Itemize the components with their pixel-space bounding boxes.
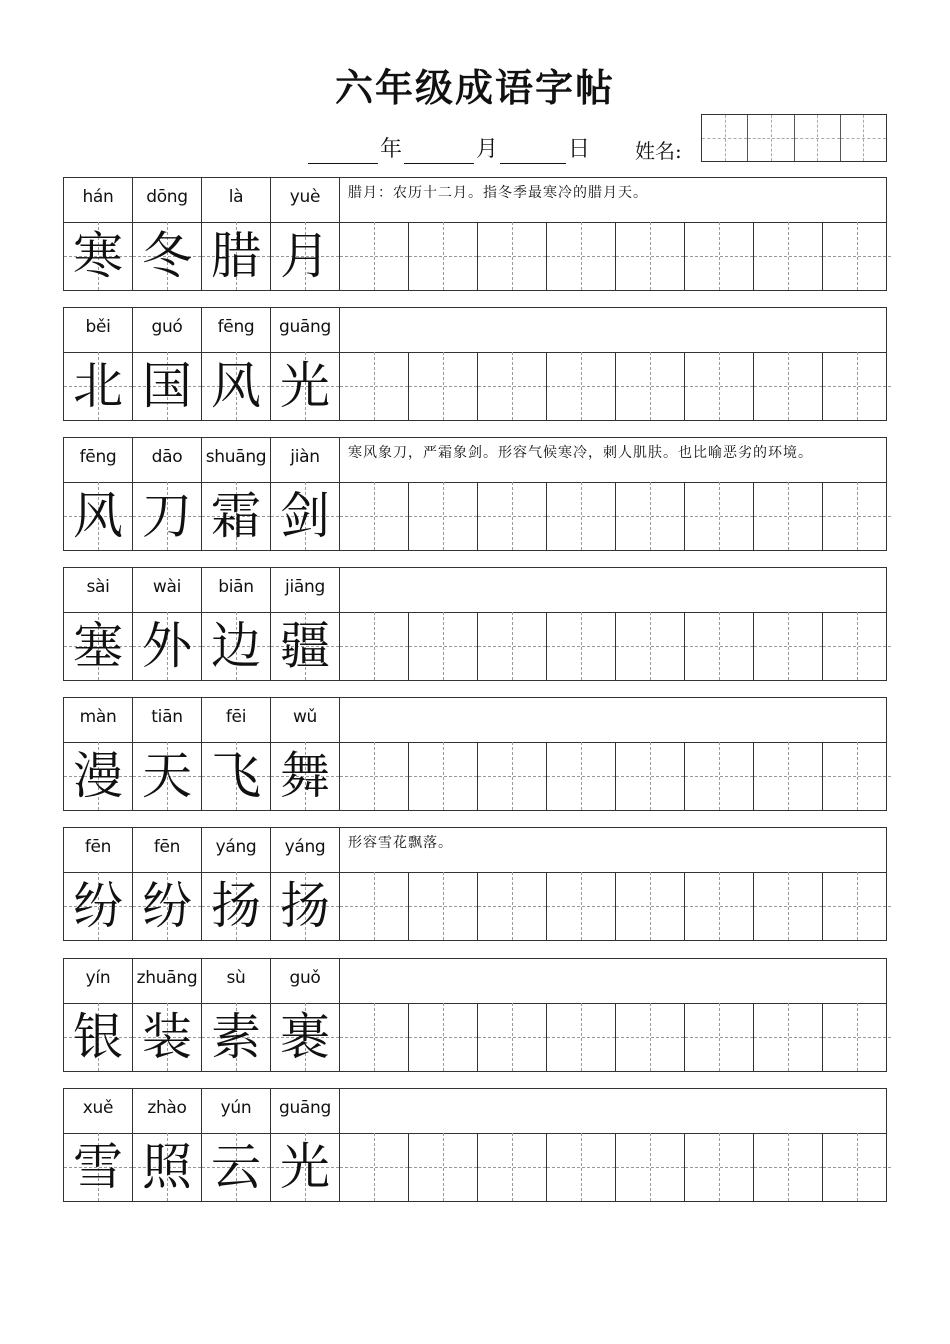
pinyin-row: [64, 178, 886, 223]
model-character-cell: [64, 1133, 133, 1201]
model-character-cell: [271, 222, 340, 290]
idiom-block: [63, 827, 887, 941]
model-character: 刀: [142, 487, 192, 545]
model-character: 裹: [280, 1008, 330, 1066]
model-character: 塞: [73, 617, 123, 675]
model-character: 银: [73, 1008, 123, 1066]
pinyin-cell: xuě: [64, 1089, 133, 1133]
month-label: 月: [476, 137, 499, 162]
date-line: [308, 128, 592, 164]
practice-cell[interactable]: [616, 612, 685, 680]
model-character-cell: [133, 352, 202, 420]
practice-cell[interactable]: [478, 872, 547, 940]
practice-cell[interactable]: [754, 352, 823, 420]
model-character-cell: [271, 352, 340, 420]
practice-cell[interactable]: [685, 352, 754, 420]
model-character: 冬: [142, 227, 192, 285]
model-character: 国: [142, 357, 192, 415]
model-character: 云: [211, 1138, 261, 1196]
practice-cell[interactable]: [547, 1133, 616, 1201]
pinyin-cell: màn: [64, 698, 133, 742]
practice-cell[interactable]: [547, 1003, 616, 1071]
model-character-cell: [202, 872, 271, 940]
practice-cell[interactable]: [340, 742, 409, 810]
practice-cell[interactable]: [340, 612, 409, 680]
model-character: 寒: [73, 227, 123, 285]
pinyin-cell: yún: [202, 1089, 271, 1133]
practice-cell[interactable]: [409, 872, 478, 940]
practice-cell[interactable]: [409, 1003, 478, 1071]
model-character-cell: [271, 482, 340, 550]
practice-cell[interactable]: [478, 1133, 547, 1201]
idiom-meaning: [340, 698, 886, 742]
idiom-block: [63, 567, 887, 681]
practice-cell[interactable]: [547, 612, 616, 680]
practice-cell[interactable]: [616, 872, 685, 940]
practice-cell[interactable]: [754, 1133, 823, 1201]
practice-cell[interactable]: [547, 222, 616, 290]
model-character: 风: [211, 357, 261, 415]
pinyin-cell: jiàn: [271, 438, 340, 482]
idiom-meaning: [340, 308, 886, 352]
practice-cell[interactable]: [754, 612, 823, 680]
practice-cell[interactable]: [823, 222, 891, 290]
model-character-cell: [133, 222, 202, 290]
idiom-meaning: 寒风象刀，严霜象剑。形容气候寒冷，刺人肌肤。也比喻恶劣的环境。: [348, 445, 813, 461]
pinyin-cell: hán: [64, 178, 133, 222]
character-row: [64, 1133, 886, 1201]
practice-cell[interactable]: [616, 742, 685, 810]
practice-cell[interactable]: [409, 482, 478, 550]
pinyin-cell: fēng: [64, 438, 133, 482]
year-blank[interactable]: [308, 135, 378, 164]
pinyin-cell: wǔ: [271, 698, 340, 742]
model-character-cell: [133, 1003, 202, 1071]
model-character: 风: [73, 487, 123, 545]
pinyin-cell: shuāng: [202, 438, 271, 482]
model-character-cell: [64, 872, 133, 940]
model-character: 剑: [280, 487, 330, 545]
pinyin-row: [64, 308, 886, 353]
practice-cell[interactable]: [478, 352, 547, 420]
pinyin-row: [64, 959, 886, 1004]
pinyin-cell: yuè: [271, 178, 340, 222]
model-character-cell: [202, 352, 271, 420]
practice-cell[interactable]: [616, 352, 685, 420]
practice-cell[interactable]: [340, 1003, 409, 1071]
practice-cell[interactable]: [547, 482, 616, 550]
model-character: 腊: [211, 227, 261, 285]
character-row: [64, 352, 886, 420]
name-grid[interactable]: [701, 114, 887, 162]
model-character-cell: [202, 612, 271, 680]
practice-cell[interactable]: [754, 482, 823, 550]
pinyin-cell: zhào: [133, 1089, 202, 1133]
pinyin-cell: fēng: [202, 308, 271, 352]
pinyin-cell: fēn: [64, 828, 133, 872]
practice-cell[interactable]: [685, 1133, 754, 1201]
practice-cell[interactable]: [823, 742, 891, 810]
pinyin-cell: biān: [202, 568, 271, 612]
model-character: 扬: [211, 877, 261, 935]
practice-cell[interactable]: [409, 352, 478, 420]
practice-cell[interactable]: [478, 222, 547, 290]
pinyin-row: [64, 828, 886, 873]
pinyin-cell: fēi: [202, 698, 271, 742]
practice-cell[interactable]: [547, 352, 616, 420]
pinyin-cell: zhuāng: [133, 959, 202, 1003]
model-character-cell: [202, 222, 271, 290]
practice-cell[interactable]: [478, 612, 547, 680]
practice-cell[interactable]: [823, 352, 891, 420]
practice-cell[interactable]: [409, 742, 478, 810]
model-character: 雪: [73, 1138, 123, 1196]
pinyin-cell: dōng: [133, 178, 202, 222]
model-character: 霜: [211, 487, 261, 545]
pinyin-cell: là: [202, 178, 271, 222]
pinyin-cell: wài: [133, 568, 202, 612]
model-character: 天: [142, 747, 192, 805]
model-character: 纷: [142, 877, 192, 935]
model-character-cell: [133, 742, 202, 810]
day-label: 日: [568, 137, 591, 162]
model-character-cell: [271, 742, 340, 810]
day-blank[interactable]: [500, 135, 566, 164]
model-character-cell: [64, 742, 133, 810]
practice-cell[interactable]: [823, 482, 891, 550]
practice-cell[interactable]: [409, 222, 478, 290]
practice-cell[interactable]: [478, 482, 547, 550]
practice-cell[interactable]: [409, 1133, 478, 1201]
model-character: 扬: [280, 877, 330, 935]
page-title: 六年级成语字帖: [334, 65, 615, 110]
pinyin-cell: yáng: [202, 828, 271, 872]
practice-cell[interactable]: [823, 1133, 891, 1201]
practice-cell[interactable]: [547, 742, 616, 810]
model-character-cell: [133, 482, 202, 550]
model-character-cell: [202, 1133, 271, 1201]
practice-cell[interactable]: [340, 352, 409, 420]
practice-cell[interactable]: [685, 872, 754, 940]
character-row: [64, 222, 886, 290]
pinyin-cell: fēn: [133, 828, 202, 872]
name-cell[interactable]: [747, 115, 793, 161]
practice-cell[interactable]: [616, 222, 685, 290]
model-character: 疆: [280, 617, 330, 675]
pinyin-cell: guǒ: [271, 959, 340, 1003]
pinyin-row: [64, 1089, 886, 1134]
idiom-meaning: [340, 568, 886, 612]
model-character-cell: [133, 872, 202, 940]
practice-cell[interactable]: [823, 872, 891, 940]
model-character-cell: [202, 742, 271, 810]
practice-cell[interactable]: [340, 1133, 409, 1201]
practice-cell[interactable]: [478, 742, 547, 810]
model-character: 外: [142, 617, 192, 675]
model-character-cell: [271, 1003, 340, 1071]
idiom-block: [63, 177, 887, 291]
model-character-cell: [202, 1003, 271, 1071]
model-character-cell: [202, 482, 271, 550]
model-character-cell: [64, 352, 133, 420]
model-character: 素: [211, 1008, 261, 1066]
model-character: 照: [142, 1138, 192, 1196]
pinyin-row: [64, 568, 886, 613]
model-character: 边: [211, 617, 261, 675]
idiom-meaning: 形容雪花飘落。: [348, 835, 453, 851]
model-character-cell: [133, 1133, 202, 1201]
name-cell[interactable]: [840, 115, 886, 161]
practice-cell[interactable]: [685, 1003, 754, 1071]
model-character: 舞: [280, 747, 330, 805]
character-row: [64, 482, 886, 550]
model-character-cell: [64, 612, 133, 680]
practice-cell[interactable]: [685, 612, 754, 680]
character-row: [64, 742, 886, 810]
model-character-cell: [64, 1003, 133, 1071]
idiom-meaning: [340, 1089, 886, 1133]
practice-cell[interactable]: [616, 1003, 685, 1071]
model-character-cell: [64, 482, 133, 550]
model-character: 漫: [73, 747, 123, 805]
idiom-meaning: 腊月：农历十二月。指冬季最寒冷的腊月天。: [348, 185, 648, 201]
model-character-cell: [271, 1133, 340, 1201]
idiom-block: [63, 958, 887, 1072]
model-character: 飞: [211, 747, 261, 805]
practice-cell[interactable]: [340, 872, 409, 940]
practice-cell[interactable]: [754, 742, 823, 810]
practice-cell[interactable]: [754, 1003, 823, 1071]
model-character: 月: [280, 227, 330, 285]
idiom-block: [63, 437, 887, 551]
practice-cell[interactable]: [340, 222, 409, 290]
practice-cell[interactable]: [754, 872, 823, 940]
pinyin-cell: guāng: [271, 1089, 340, 1133]
pinyin-cell: tiān: [133, 698, 202, 742]
practice-cell[interactable]: [547, 872, 616, 940]
practice-cell[interactable]: [340, 482, 409, 550]
practice-cell[interactable]: [823, 612, 891, 680]
pinyin-cell: sài: [64, 568, 133, 612]
pinyin-cell: dāo: [133, 438, 202, 482]
practice-cell[interactable]: [685, 482, 754, 550]
idiom-block: [63, 697, 887, 811]
model-character: 纷: [73, 877, 123, 935]
name-cell[interactable]: [794, 115, 840, 161]
model-character-cell: [271, 612, 340, 680]
pinyin-cell: guó: [133, 308, 202, 352]
model-character: 装: [142, 1008, 192, 1066]
pinyin-row: [64, 698, 886, 743]
practice-cell[interactable]: [478, 1003, 547, 1071]
practice-cell[interactable]: [616, 482, 685, 550]
practice-cell[interactable]: [616, 1133, 685, 1201]
model-character-cell: [271, 872, 340, 940]
model-character-cell: [133, 612, 202, 680]
model-character: 光: [280, 1138, 330, 1196]
model-character-cell: [64, 222, 133, 290]
pinyin-cell: yáng: [271, 828, 340, 872]
idiom-block: [63, 1088, 887, 1202]
pinyin-cell: jiāng: [271, 568, 340, 612]
name-cell[interactable]: [702, 115, 747, 161]
pinyin-cell: yín: [64, 959, 133, 1003]
character-row: [64, 612, 886, 680]
pinyin-cell: guāng: [271, 308, 340, 352]
practice-cell[interactable]: [409, 612, 478, 680]
idiom-block: [63, 307, 887, 421]
year-label: 年: [380, 137, 403, 162]
month-blank[interactable]: [404, 135, 474, 164]
character-row: [64, 872, 886, 940]
pinyin-cell: sù: [202, 959, 271, 1003]
practice-cell[interactable]: [754, 222, 823, 290]
character-row: [64, 1003, 886, 1071]
name-label: 姓名:: [635, 139, 682, 163]
practice-cell[interactable]: [823, 1003, 891, 1071]
practice-cell[interactable]: [685, 222, 754, 290]
practice-cell[interactable]: [685, 742, 754, 810]
model-character: 光: [280, 357, 330, 415]
model-character: 北: [73, 357, 123, 415]
idiom-meaning: [340, 959, 886, 1003]
pinyin-cell: běi: [64, 308, 133, 352]
pinyin-row: [64, 438, 886, 483]
